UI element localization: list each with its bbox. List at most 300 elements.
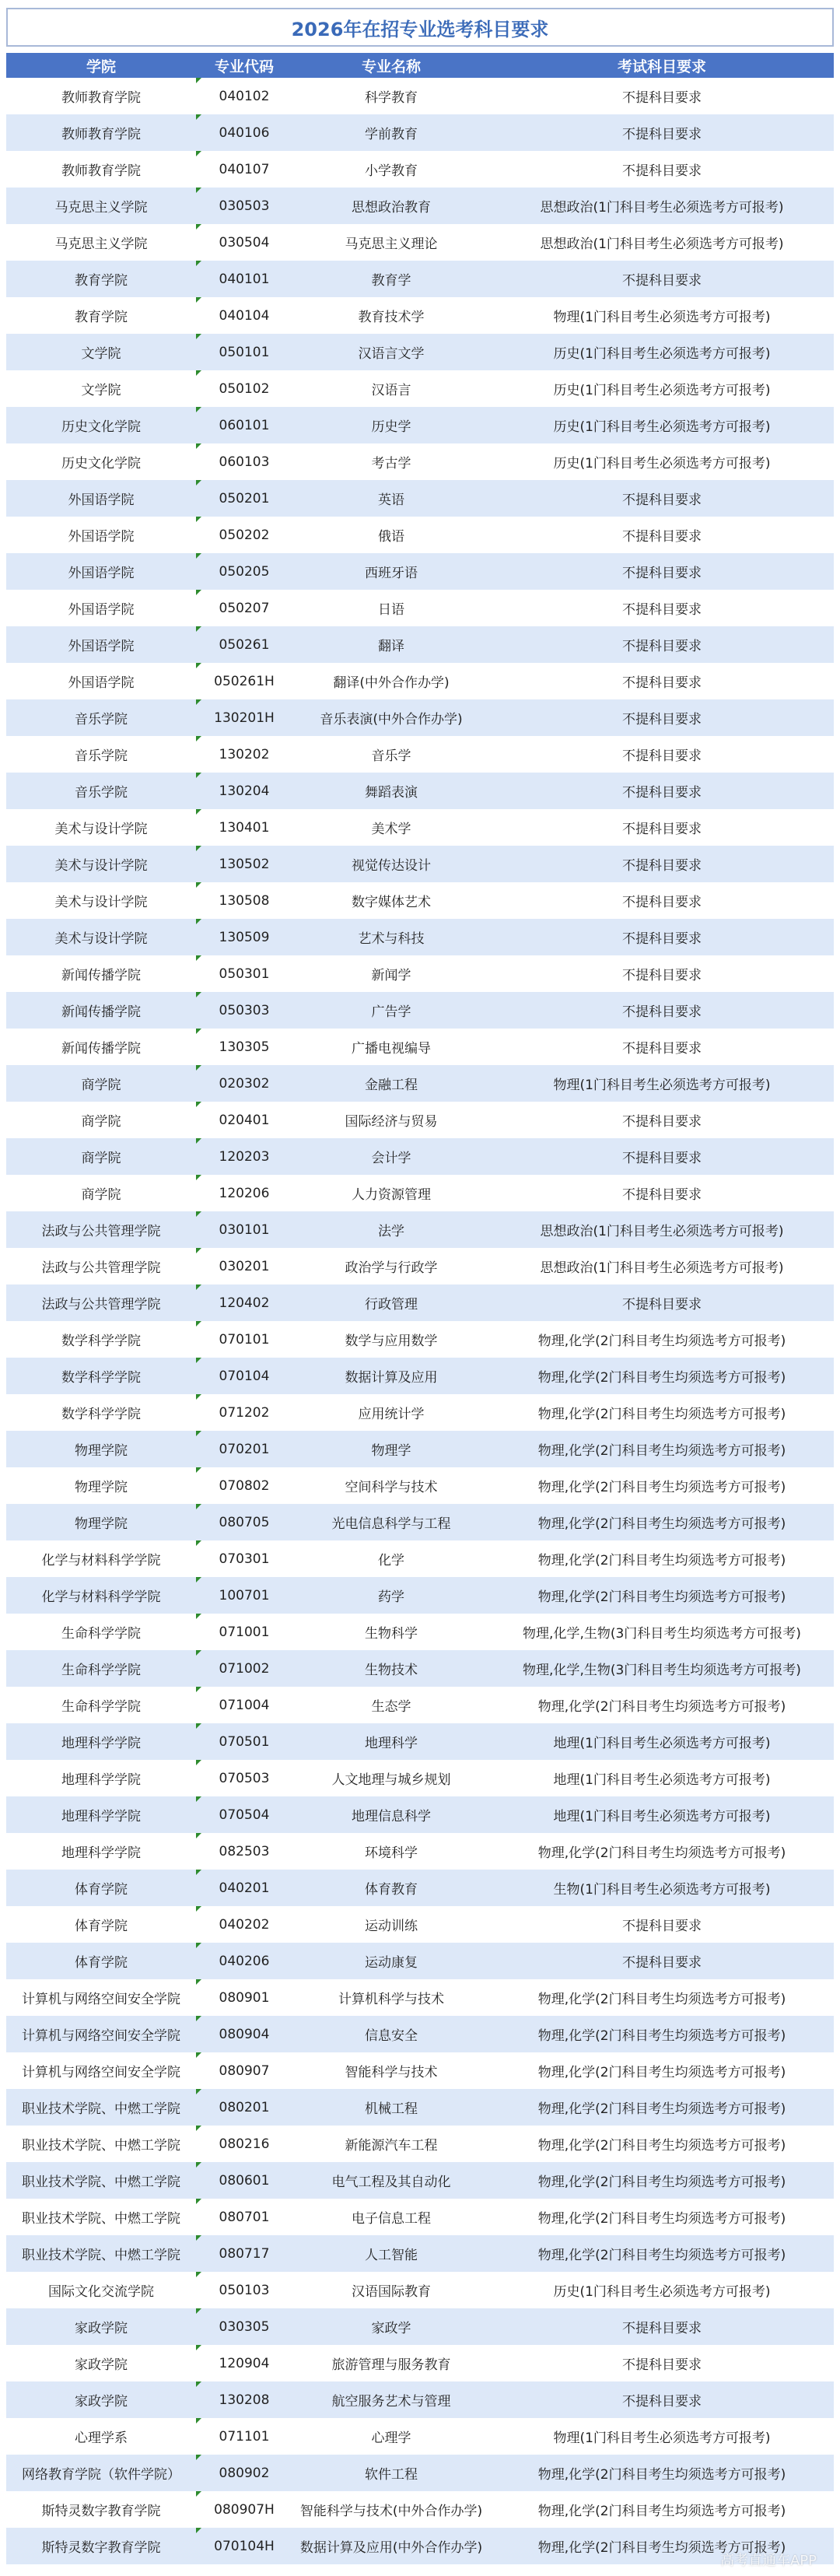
cell-major-name [292,1906,490,1943]
cell-college [6,2491,196,2528]
cell-code [196,261,292,297]
cell-college-text: 职业技术学院、中燃工学院 [22,2248,180,2263]
cell-marker-icon [196,2235,201,2241]
cell-code-text: 070501 [219,1733,270,1750]
cell-requirement [490,1540,834,1577]
cell-college [6,261,196,297]
cell-marker-icon [196,2162,201,2168]
cell-requirement [490,590,834,626]
cell-code-text: 071202 [219,1404,270,1421]
cell-requirement [490,882,834,919]
cell-code [196,1358,292,1394]
table-row [6,2491,834,2528]
cell-major-name [292,2308,490,2345]
cell-college-text: 化学与材料科学学院 [41,1553,161,1568]
cell-code-text: 050261H [214,673,275,689]
table-row [6,553,834,590]
table-row [6,517,834,553]
cell-major-name-text: 光电信息科学与工程 [331,1516,451,1532]
cell-college-text: 音乐学院 [75,748,128,764]
cell-code-text: 082503 [219,1843,270,1859]
cell-college-text: 马克思主义学院 [54,237,148,252]
cell-requirement-text: 不提科目要求 [622,2394,702,2410]
cell-college [6,1650,196,1687]
cell-major-name-text: 翻译 [378,639,404,654]
cell-requirement [490,2089,834,2126]
cell-major-name [292,699,490,736]
table-row [6,1687,834,1723]
cell-college [6,2528,196,2564]
cell-college-text: 国际文化交流学院 [48,2284,154,2300]
cell-marker-icon [196,2052,201,2058]
cell-marker-icon [196,626,201,632]
cell-requirement-text: 不提科目要求 [622,1297,702,1313]
table-row [6,1504,834,1540]
cell-major-name-text: 小学教育 [365,163,418,179]
cell-major-name-text: 体育教育 [365,1882,418,1898]
cell-college-text: 美术与设计学院 [54,858,148,874]
cell-marker-icon [196,2491,201,2497]
cell-major-name-text: 艺术与科技 [358,931,425,947]
cell-college [6,480,196,517]
cell-requirement [490,992,834,1029]
cell-requirement-text: 物理,化学(2门科目考生均须选考方可报考) [537,1699,786,1715]
table-row [6,480,834,517]
cell-requirement-text: 物理,化学(2门科目考生均须选考方可报考) [537,1992,786,2007]
cell-requirement-text: 物理,化学(2门科目考生均须选考方可报考) [537,2540,786,2556]
cell-requirement-text: 物理,化学(2门科目考生均须选考方可报考) [537,1407,786,1422]
cell-college [6,2308,196,2345]
cell-major-name [292,2272,490,2308]
cell-code [196,1760,292,1796]
cell-requirement-text: 物理,化学,生物(3门科目考生均须选考方可报考) [523,1626,801,1642]
cell-code-text: 070101 [219,1331,270,1348]
cell-requirement-text: 历史(1门科目考生必须选考方可报考) [553,456,771,471]
cell-code [196,846,292,882]
cell-major-name [292,1870,490,1906]
cell-major-name-text: 应用统计学 [358,1407,425,1422]
cell-requirement [490,1577,834,1614]
cell-requirement [490,919,834,955]
cell-code-text: 130508 [219,892,270,909]
cell-requirement-text: 不提科目要求 [622,602,702,618]
cell-code-text: 040201 [219,1880,270,1896]
cell-requirement-text: 物理,化学(2门科目考生均须选考方可报考) [537,1845,786,1861]
cell-major-name [292,1029,490,1065]
cell-college [6,2126,196,2162]
cell-marker-icon [196,1504,201,1509]
cell-major-name-text: 电子信息工程 [352,2211,431,2227]
cell-major-name-text: 历史学 [371,419,411,435]
cell-major-name-text: 地理科学 [365,1736,418,1751]
cell-major-name [292,1833,490,1870]
cell-major-name-text: 人文地理与城乡规划 [331,1772,451,1788]
cell-code [196,1540,292,1577]
cell-major-name-text: 视觉传达设计 [352,858,431,874]
cell-code [196,2455,292,2491]
cell-college-text: 职业技术学院、中燃工学院 [22,2175,180,2190]
cell-college [6,297,196,334]
cell-college-text: 美术与设计学院 [54,822,148,837]
cell-requirement-text: 不提科目要求 [622,90,702,106]
cell-requirement [490,151,834,188]
page-title: 2026年在招专业选考科目要求 [291,18,549,40]
cell-college [6,2052,196,2089]
cell-requirement-text: 物理(1门科目考生必须选考方可报考) [553,310,771,325]
table-row [6,882,834,919]
cell-requirement [490,2052,834,2089]
cell-marker-icon [196,2016,201,2021]
cell-requirement [490,553,834,590]
cell-college [6,2235,196,2272]
cell-code-text: 130204 [219,783,270,799]
cell-college-text: 地理科学学院 [61,1845,141,1861]
cell-college-text: 体育学院 [75,1955,128,1971]
cell-code-text: 070802 [219,1477,270,1494]
cell-college [6,1687,196,1723]
table-row [6,2016,834,2052]
cell-marker-icon [196,955,201,961]
cell-requirement-text: 不提科目要求 [622,968,702,983]
cell-major-name-text: 汉语言 [371,383,411,398]
cell-major-name [292,407,490,443]
cell-college [6,1614,196,1650]
cell-college [6,443,196,480]
cell-code [196,2308,292,2345]
cell-code-text: 080907 [219,2063,270,2079]
cell-major-name-text: 药学 [378,1589,404,1605]
cell-code [196,2272,292,2308]
cell-college [6,955,196,992]
table-row [6,151,834,188]
cell-requirement [490,114,834,151]
cell-major-name-text: 智能科学与技术 [345,2065,438,2080]
cell-major-name [292,2491,490,2528]
cell-college [6,2272,196,2308]
cell-code-text: 070104 [219,1368,270,1384]
cell-college [6,1796,196,1833]
cell-code-text: 120203 [219,1148,270,1165]
cell-college-text: 商学院 [81,1187,121,1203]
cell-requirement [490,2272,834,2308]
cell-marker-icon [196,1796,201,1802]
cell-requirement [490,2235,834,2272]
cell-major-name [292,1467,490,1504]
cell-code [196,919,292,955]
cell-code-text: 050103 [219,2282,270,2298]
cell-college [6,78,196,114]
cell-major-name-text: 生物技术 [365,1663,418,1678]
table-row [6,1833,834,1870]
cell-requirement [490,1358,834,1394]
cell-college [6,1175,196,1211]
cell-requirement-text: 物理,化学(2门科目考生均须选考方可报考) [537,2248,786,2263]
cell-requirement [490,1760,834,1796]
cell-marker-icon [196,1906,201,1912]
cell-marker-icon [196,1065,201,1071]
cell-requirement-text: 历史(1门科目考生必须选考方可报考) [553,2284,771,2300]
cell-requirement-text: 不提科目要求 [622,273,702,289]
cell-code-text: 070104H [214,2538,275,2554]
table-row [6,2052,834,2089]
cell-requirement [490,2016,834,2052]
cell-requirement-text: 不提科目要求 [622,1955,702,1971]
cell-requirement-text: 不提科目要求 [622,127,702,142]
cell-college [6,1029,196,1065]
cell-requirement [490,2162,834,2199]
cell-requirement-text: 物理,化学(2门科目考生均须选考方可报考) [537,2138,786,2154]
cell-major-name-text: 电气工程及其自动化 [331,2175,451,2190]
cell-code [196,626,292,663]
cell-code [196,1321,292,1358]
cell-code-text: 130208 [219,2392,270,2408]
cell-code [196,1687,292,1723]
cell-requirement [490,1687,834,1723]
cell-college [6,407,196,443]
cell-major-name [292,114,490,151]
cell-code [196,188,292,224]
table-title-box [6,8,834,47]
cell-code [196,517,292,553]
cell-college [6,1065,196,1102]
cell-code-text: 040206 [219,1953,270,1969]
cell-major-name [292,590,490,626]
cell-marker-icon [196,2308,201,2314]
cell-college [6,699,196,736]
cell-marker-icon [196,663,201,668]
cell-major-name [292,1065,490,1102]
cell-requirement [490,736,834,773]
table-row [6,2528,834,2564]
cell-requirement [490,188,834,224]
cell-major-name-text: 数据计算及应用 [345,1370,438,1386]
cell-major-name [292,2162,490,2199]
table-row [6,1577,834,1614]
cell-code [196,2491,292,2528]
cell-major-name [292,1723,490,1760]
cell-requirement [490,334,834,370]
cell-marker-icon [196,2272,201,2277]
cell-college-text: 马克思主义学院 [54,200,148,216]
cell-major-name [292,297,490,334]
cell-code-text: 130401 [219,819,270,836]
cell-requirement-text: 不提科目要求 [622,675,702,691]
cell-code-text: 130201H [214,710,275,726]
cell-marker-icon [196,882,201,888]
cell-requirement-text: 不提科目要求 [622,822,702,837]
cell-college [6,2016,196,2052]
cell-requirement-text: 物理(1门科目考生必须选考方可报考) [553,2431,771,2446]
cell-marker-icon [196,1870,201,1875]
cell-college-text: 美术与设计学院 [54,931,148,947]
cell-requirement-text: 物理,化学(2门科目考生均须选考方可报考) [537,1370,786,1386]
cell-major-name-text: 学前教育 [365,127,418,142]
cell-marker-icon [196,1540,201,1546]
cell-college [6,334,196,370]
cell-college-text: 地理科学学院 [61,1772,141,1788]
cell-college-text: 生命科学学院 [61,1699,141,1715]
table-row [6,297,834,334]
cell-major-name [292,1321,490,1358]
cell-college-text: 物理学院 [75,1516,128,1532]
table-row [6,1870,834,1906]
cell-code [196,2381,292,2418]
cell-college-text: 生命科学学院 [61,1663,141,1678]
cell-college [6,663,196,699]
cell-code-text: 071004 [219,1697,270,1713]
cell-major-name-text: 会计学 [371,1151,411,1166]
cell-marker-icon [196,1175,201,1180]
table-row [6,699,834,736]
cell-requirement-text: 物理,化学(2门科目考生均须选考方可报考) [537,1334,786,1349]
cell-marker-icon [196,553,201,559]
cell-college [6,1248,196,1284]
cell-major-name [292,626,490,663]
table-row [6,590,834,626]
cell-college [6,1394,196,1431]
cell-requirement-text: 物理,化学(2门科目考生均须选考方可报考) [537,1516,786,1532]
cell-marker-icon [196,2381,201,2387]
cell-college-text: 家政学院 [75,2394,128,2410]
cell-requirement [490,2199,834,2235]
cell-college-text: 外国语学院 [68,675,135,691]
cell-major-name [292,1577,490,1614]
cell-requirement [490,1614,834,1650]
cell-college-text: 音乐学院 [75,785,128,801]
admission-table [6,8,834,2564]
cell-major-name-text: 数学与应用数学 [345,1334,438,1349]
cell-college [6,736,196,773]
cell-code [196,2418,292,2455]
cell-code-text: 080907H [214,2501,275,2518]
cell-requirement-text: 生物(1门科目考生必须选考方可报考) [553,1882,771,1898]
table-row [6,1175,834,1211]
cell-requirement [490,2345,834,2381]
cell-requirement-text: 不提科目要求 [622,931,702,947]
cell-code [196,1650,292,1687]
cell-major-name [292,224,490,261]
cell-college-text: 家政学院 [75,2357,128,2373]
cell-major-name-text: 教育学 [371,273,411,289]
cell-major-name [292,1431,490,1467]
cell-marker-icon [196,1431,201,1436]
cell-requirement [490,1065,834,1102]
table-row [6,919,834,955]
cell-requirement-text: 思想政治(1门科目考生必须选考方可报考) [540,200,784,216]
cell-code-text: 060103 [219,454,270,470]
cell-college-text: 体育学院 [75,1919,128,1934]
cell-requirement [490,1979,834,2016]
cell-college [6,1431,196,1467]
cell-requirement [490,1943,834,1979]
cell-code [196,1833,292,1870]
cell-college-text: 地理科学学院 [61,1736,141,1751]
cell-code [196,1138,292,1175]
cell-college-text: 新闻传播学院 [61,1004,141,1020]
cell-code-text: 050102 [219,380,270,397]
cell-requirement-text: 物理,化学(2门科目考生均须选考方可报考) [537,1589,786,1605]
cell-major-name-text: 广告学 [371,1004,411,1020]
cell-requirement-text: 地理(1门科目考生必须选考方可报考) [553,1736,771,1751]
cell-code [196,1614,292,1650]
table-row [6,736,834,773]
cell-code [196,1394,292,1431]
cell-major-name-text: 心理学 [371,2431,411,2446]
cell-major-name [292,1687,490,1723]
cell-code-text: 030305 [219,2318,270,2335]
cell-major-name-text: 航空服务艺术与管理 [331,2394,451,2410]
cell-major-name-text: 教育技术学 [358,310,425,325]
cell-code-text: 130305 [219,1039,270,1055]
cell-major-name-text: 俄语 [378,529,404,545]
cell-college [6,1211,196,1248]
cell-college-text: 化学与材料科学学院 [41,1589,161,1605]
cell-marker-icon [196,2126,201,2131]
cell-major-name-text: 家政学 [371,2321,411,2336]
cell-major-name-text: 西班牙语 [365,566,418,581]
cell-major-name [292,370,490,407]
cell-code-text: 040106 [219,124,270,141]
cell-major-name [292,1943,490,1979]
cell-requirement-text: 物理,化学(2门科目考生均须选考方可报考) [537,2175,786,2190]
cell-code [196,882,292,919]
cell-code-text: 071101 [219,2428,270,2445]
cell-major-name-text: 政治学与行政学 [345,1260,438,1276]
cell-major-name-text: 舞蹈表演 [365,785,418,801]
cell-requirement [490,2126,834,2162]
cell-college-text: 计算机与网络空间安全学院 [22,1992,180,2007]
header-major-name: 专业名称 [361,58,421,75]
cell-college-text: 外国语学院 [68,639,135,654]
cell-code-text: 071001 [219,1624,270,1640]
table-row [6,1065,834,1102]
cell-major-name [292,1504,490,1540]
cell-major-name [292,1284,490,1321]
cell-college [6,882,196,919]
table-row [6,846,834,882]
cell-college-text: 斯特灵数字教育学院 [41,2540,161,2556]
cell-marker-icon [196,1248,201,1253]
cell-major-name [292,2016,490,2052]
cell-code [196,1431,292,1467]
table-row [6,1540,834,1577]
cell-major-name-text: 金融工程 [365,1078,418,1093]
cell-major-name-text: 新能源汽车工程 [345,2138,438,2154]
cell-college-text: 计算机与网络空间安全学院 [22,2028,180,2044]
cell-requirement-text: 不提科目要求 [622,639,702,654]
table-row [6,2418,834,2455]
cell-requirement [490,2418,834,2455]
cell-code [196,224,292,261]
table-body [6,78,834,2564]
cell-major-name-text: 生物科学 [365,1626,418,1642]
cell-major-name [292,846,490,882]
cell-major-name [292,1358,490,1394]
cell-marker-icon [196,407,201,412]
cell-college [6,1284,196,1321]
cell-major-name [292,882,490,919]
cell-marker-icon [196,736,201,741]
cell-major-name [292,2126,490,2162]
cell-college-text: 地理科学学院 [61,1809,141,1824]
cell-college [6,809,196,846]
cell-major-name-text: 人力资源管理 [352,1187,431,1203]
cell-major-name-text: 数字媒体艺术 [352,895,431,910]
cell-requirement [490,224,834,261]
cell-college-text: 家政学院 [75,2321,128,2336]
cell-requirement [490,626,834,663]
cell-requirement-text: 历史(1门科目考生必须选考方可报考) [553,346,771,362]
